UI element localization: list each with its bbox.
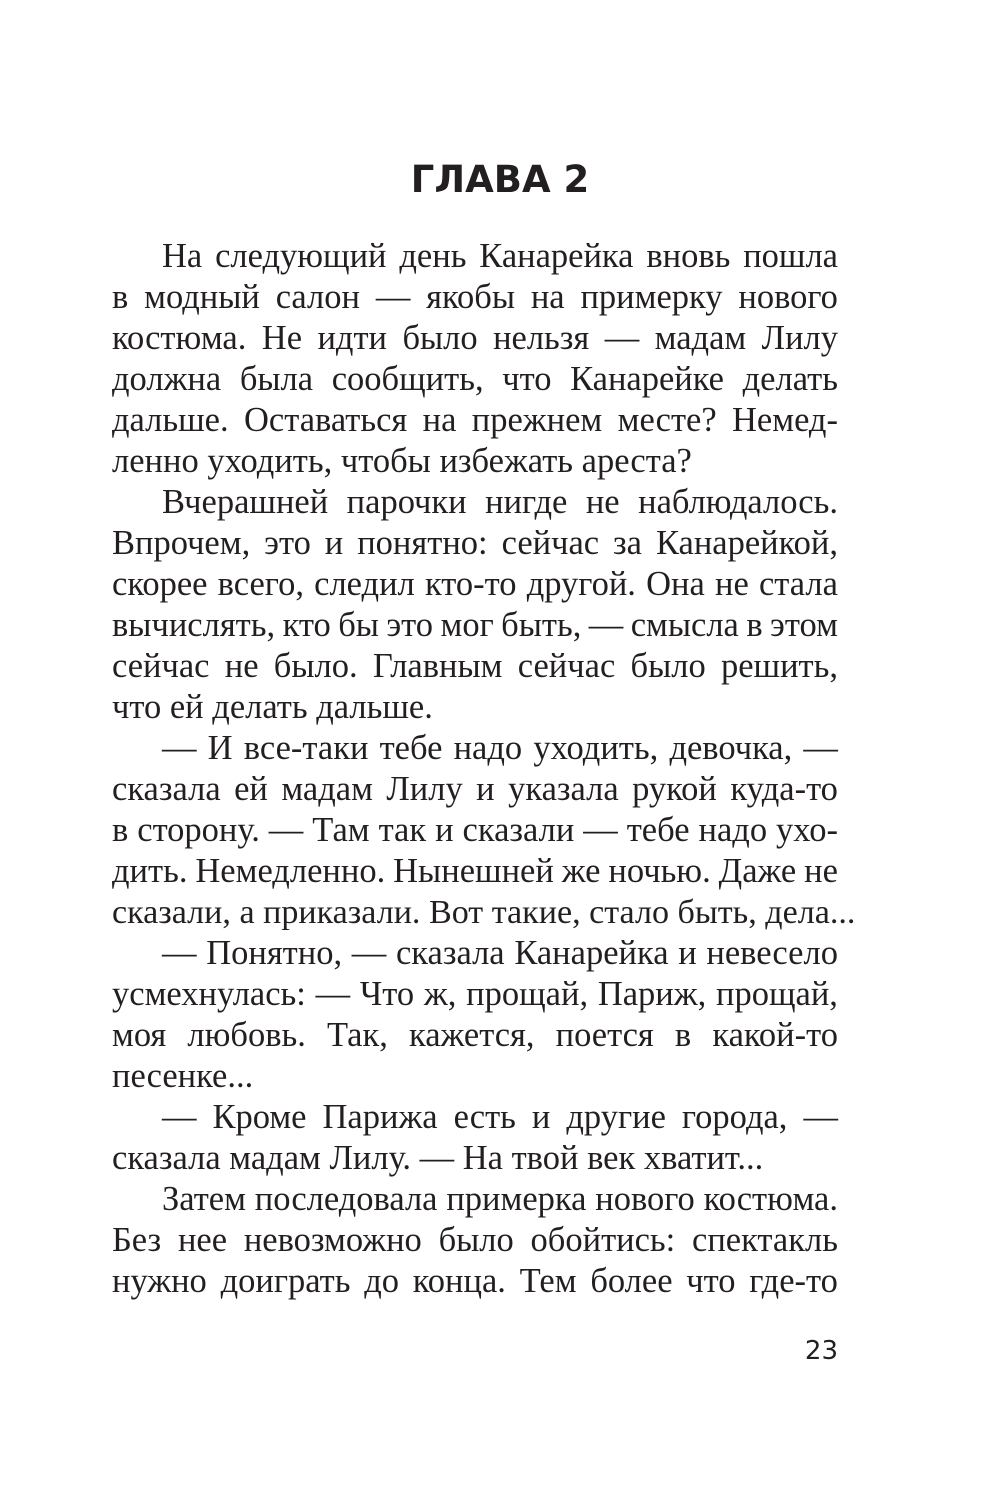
text-line: сказали, а приказали. Вот такие, стало быть, дела... — [112, 894, 856, 931]
text-line: ленно уходить, чтобы избежать ареста? — [112, 442, 692, 480]
text-line: Затем последовала примерка нового костюма. — [162, 1180, 838, 1218]
text-line: что ей делать дальше. — [112, 688, 433, 726]
text-line: усмехнулась: — Что ж, прощай, Париж, прощай, — [112, 975, 838, 1013]
text-line: Без нее невозможно было обойтись: спектакль — [112, 1221, 838, 1259]
text-line: песенке... — [112, 1057, 254, 1095]
text-line: На следующий день Канарейка вновь пошла — [162, 237, 838, 275]
body-text — [112, 236, 856, 1302]
text-line: нужно доиграть до конца. Тем более что где-то — [112, 1262, 838, 1300]
text-line: сказала ей мадам Лилу и указала рукой куда-то — [112, 770, 838, 808]
text-line: должна была сообщить, что Канарейке делать — [112, 360, 838, 398]
text-line: Вчерашней парочки нигде не наблюдалось. — [162, 483, 838, 521]
chapter-title: ГЛАВА 2 — [410, 158, 590, 201]
page-number: 23 — [804, 1336, 838, 1366]
text-line: дить. Немедленно. Нынешней же ночью. Даже не — [112, 852, 838, 890]
text-line: Впрочем, это и понятно: сейчас за Канарейкой, — [112, 524, 838, 562]
text-line: — Кроме Парижа есть и другие города, — — [162, 1098, 838, 1136]
text-line: сейчас не было. Главным сейчас было решить, — [112, 647, 838, 685]
text-line: вычислять, кто бы это мог быть, — смысла в этом — [112, 606, 838, 644]
text-line: дальше. Оставаться на прежнем месте? Немед- — [112, 401, 838, 439]
text-line: — Понятно, — сказала Канарейка и невесело — [162, 934, 838, 972]
text-line: в сторону. — Там так и сказали — тебе надо ухо- — [112, 811, 838, 849]
text-line: костюма. Не идти было нельзя — мадам Лилу — [112, 319, 838, 357]
text-line: в модный салон — якобы на примерку нового — [112, 278, 838, 316]
text-line: моя любовь. Так, кажется, поется в какой-то — [112, 1016, 838, 1054]
text-line: сказала мадам Лилу. — На твой век хватит... — [112, 1139, 764, 1177]
text-line: — И все-таки тебе надо уходить, девочка, — — [162, 729, 838, 767]
text-line: скорее всего, следил кто-то другой. Она не стала — [112, 565, 838, 603]
